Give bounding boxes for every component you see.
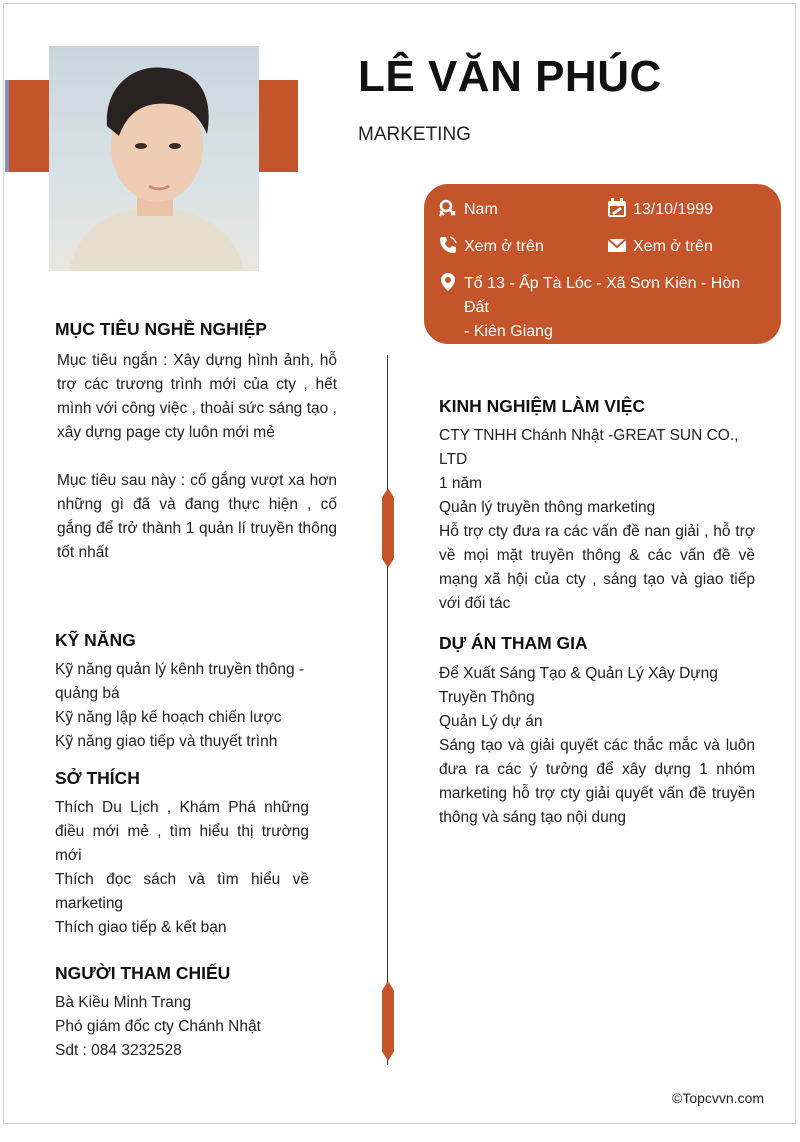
experience-duration: 1 năm bbox=[439, 475, 483, 492]
hobby-item: Thích Du Lịch , Khám Phá những điều mới mẻ , tìm hiểu thị trường mới bbox=[55, 799, 309, 864]
job-title: MARKETING bbox=[358, 124, 471, 145]
birthday-value: 13/10/1999 bbox=[633, 201, 714, 218]
experience-company: CTY TNHH Chánh Nhật -GREAT SUN CO., LTD bbox=[439, 427, 739, 468]
experience-role: Quản lý truyền thông marketing bbox=[439, 499, 656, 516]
objective-short-term: Mục tiêu ngắn : Xây dựng hình ảnh, hỗ trợ các trương trình mới của cty , hết mình với công việc , thoải sức sáng tạo , xây dựng page cty luôn mới mẻ bbox=[57, 352, 337, 441]
reference-position: Phó giám đốc cty Chánh Nhật bbox=[55, 1018, 261, 1035]
experience-description: Hỗ trợ cty đưa ra các vấn đề nan giải , hỗ trợ về mọi mặt truyền thông & các vấn đề về mạng xã hội của cty , sáng tạo và giao tiếp với đối tác bbox=[439, 523, 755, 612]
hobby-item: Thích đọc sách và tìm hiểu về marketing bbox=[55, 871, 309, 912]
project-description: Sáng tạo và giải quyết các thắc mắc và luôn đưa ra các ý tưởng để xây dựng 1 nhóm marketing hỗ trợ cty giải quyết vấn đề truyền thông và sáng tạo nội dung bbox=[439, 737, 755, 826]
accent-bar-right bbox=[256, 80, 298, 172]
references-title: NGƯỜI THAM CHIẾU bbox=[55, 963, 231, 983]
hobbies-list bbox=[55, 796, 309, 940]
skill-item: Kỹ năng lập kế hoạch chiến lược bbox=[55, 709, 282, 726]
hobbies-title: SỞ THÍCH bbox=[55, 768, 140, 788]
skill-item: Kỹ năng giao tiếp và thuyết trình bbox=[55, 733, 278, 750]
email-value: Xem ở trên bbox=[633, 238, 713, 255]
phone-icon bbox=[438, 235, 460, 257]
gender-row bbox=[438, 198, 498, 222]
timeline-marker bbox=[382, 981, 394, 1061]
candidate-name: LÊ VĂN PHÚC bbox=[358, 52, 662, 101]
contact-info-box bbox=[424, 184, 781, 344]
project-name: Để Xuất Sáng Tạo & Quản Lý Xây Dựng Truyền Thông bbox=[439, 665, 718, 706]
envelope-icon bbox=[607, 235, 629, 257]
phone-value: Xem ở trên bbox=[464, 238, 544, 255]
project-role: Quản Lý dự án bbox=[439, 713, 543, 730]
gender-icon bbox=[438, 198, 460, 220]
timeline-divider bbox=[387, 355, 388, 1065]
reference-name: Bà Kiều Minh Trang bbox=[55, 994, 192, 1011]
skills-title: KỸ NĂNG bbox=[55, 630, 136, 650]
email-row bbox=[607, 235, 713, 259]
reference-phone: Sdt : 084 3232528 bbox=[55, 1042, 182, 1059]
skills-list bbox=[55, 658, 317, 754]
accent-bar-left bbox=[5, 80, 50, 172]
projects-title: DỰ ÁN THAM GIA bbox=[439, 633, 588, 653]
address-line1: Tổ 13 - Ấp Tà Lóc - Xã Sơn Kiên - Hòn Đất bbox=[464, 275, 741, 316]
footer-copyright: ©Topcvvn.com bbox=[672, 1090, 765, 1106]
avatar-photo bbox=[49, 46, 259, 271]
address-row bbox=[438, 272, 768, 344]
experience-block bbox=[439, 424, 755, 616]
experience-title: KINH NGHIỆM LÀM VIỆC bbox=[439, 396, 646, 416]
location-pin-icon bbox=[438, 272, 460, 294]
calendar-icon bbox=[607, 198, 629, 220]
references-block bbox=[55, 991, 335, 1063]
birthday-row bbox=[607, 198, 713, 222]
phone-row bbox=[438, 235, 544, 259]
gender-value: Nam bbox=[464, 201, 498, 218]
address-line2: - Kiên Giang bbox=[464, 323, 553, 340]
projects-block bbox=[439, 662, 755, 830]
objective-title: MỤC TIÊU NGHỀ NGHIỆP bbox=[55, 319, 267, 339]
timeline-marker bbox=[382, 488, 394, 568]
skill-item: Kỹ năng quản lý kênh truyền thông - quảng bá bbox=[55, 661, 305, 702]
hobby-item: Thích giao tiếp & kết bạn bbox=[55, 919, 227, 936]
objective-long-term: Mục tiêu sau này : cố gắng vượt xa hơn những gì đã và đang thực hiện , cố gắng để trở thành 1 quản lí truyền thông tốt nhất bbox=[57, 472, 337, 561]
